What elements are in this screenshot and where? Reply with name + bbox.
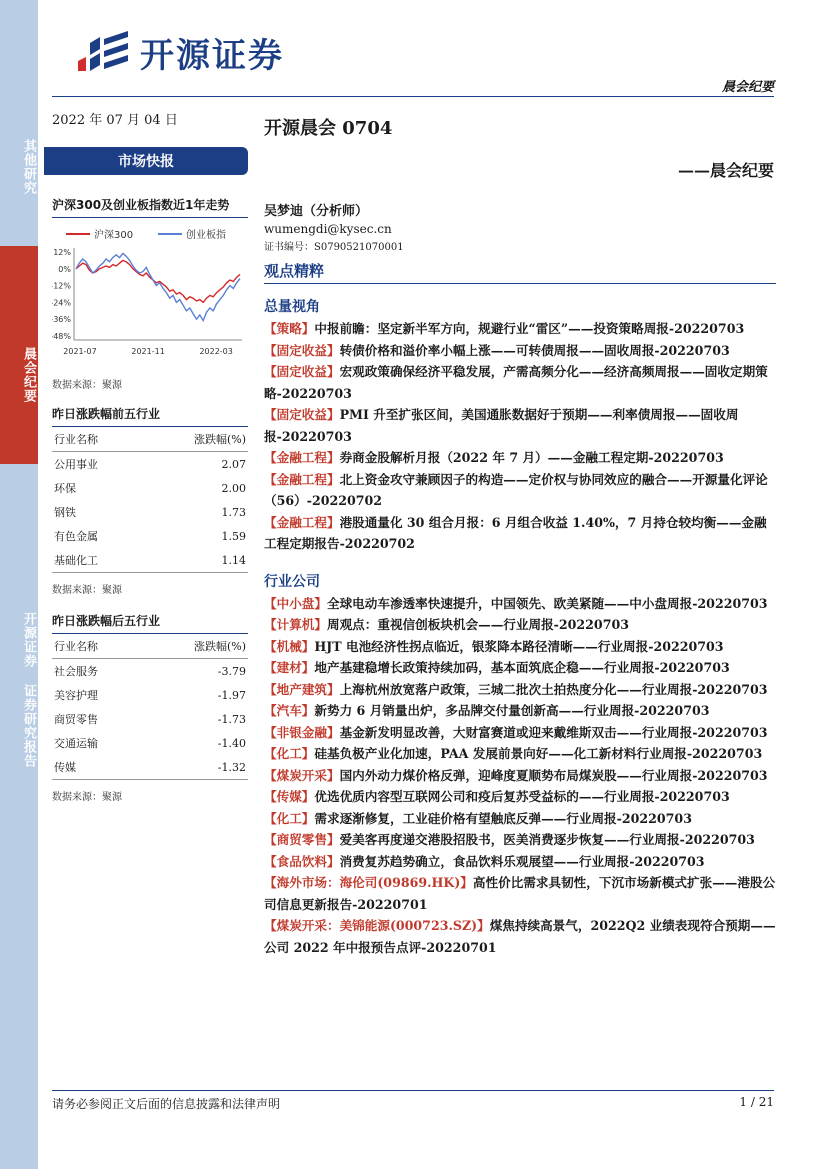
list-item[interactable] [264,340,776,362]
list-item[interactable] [264,512,776,555]
logo-mark-icon [76,31,130,73]
item-tag: 【金融工程】 [264,514,340,530]
y-tick-label: -36% [52,315,71,325]
top5-source: 数据来源：聚源 [52,585,122,596]
list-item[interactable] [264,786,776,808]
item-text: 周观点：重视信创板块机会——行业周报-20220703 [326,617,629,632]
item-text: 煤焦持续高景气，2022Q2 业绩表现符合预期——公司 2022 年中报预告点评-20220701 [264,918,776,955]
market-banner: 市场快报 [44,147,248,175]
change-value: -1.97 [217,688,246,702]
change-value: -3.79 [217,664,246,678]
footer-divider [52,1090,774,1091]
y-tick-label: -24% [52,298,71,308]
industry-name: 钢铁 [54,506,76,519]
section-macro-title: 总量视角 [264,299,320,315]
bottom5-section [52,612,248,803]
change-value: 1.59 [221,529,246,543]
item-text: 爱美客再度递交港股招股书，医美消费逐步恢复——行业周报-20220703 [339,832,755,847]
industry-name: 交通运输 [54,737,98,750]
item-tag: 【商贸零售】 [264,832,340,847]
sidebar-company-label: 开源证券 证券研究报告 [21,612,36,768]
table-row [52,659,248,684]
list-item[interactable] [264,469,776,512]
item-text: 港股通量化 30 组合月报：6 月组合收益 1.40%，7 月持仓较均衡——金融工程定期报告-20220702 [264,514,767,551]
col-industry: 行业名称 [52,427,142,452]
item-text: 硅基负极产业化加速，PAA 发展前景向好——化工新材料行业周报-20220703 [314,746,763,761]
bottom5-table [52,634,248,780]
index-chart-section [52,196,248,391]
item-text: 消费复苏趋势确立，食品饮料乐观展望——行业周报-20220703 [339,853,705,869]
top5-title: 昨日涨跌幅前五行业 [52,405,248,427]
industry-name: 传媒 [52,755,142,780]
section-industry-list [264,593,776,959]
section-macro-list [264,318,776,555]
company-logo [76,28,284,76]
x-tick-label: 2021-07 [63,347,97,356]
list-item[interactable] [264,829,776,851]
change-value: 2.00 [221,481,246,495]
table-row [52,452,248,477]
list-item[interactable] [264,700,776,722]
industry-name: 环保 [54,482,76,495]
bottom5-title: 昨日涨跌幅后五行业 [52,612,248,634]
item-tag: 【固定收益】 [264,342,340,358]
item-text: 优选优质内容型互联网公司和疫后复苏受益标的——行业周报-20220703 [314,789,730,804]
item-tag: 【固定收益】 [264,407,340,422]
main-content [264,260,776,958]
series-line [76,260,240,302]
table-row [52,476,248,500]
series-line [76,253,240,320]
table-row [52,683,248,707]
y-tick-label: -12% [52,281,71,291]
item-text: 宏观政策确保经济平稳发展，产需高频分化——经济高频周报——固收定期策略-20220703 [264,364,768,401]
section-industry-title: 行业公司 [264,573,320,590]
analyst-name: 吴梦迪（分析师） [264,204,369,219]
industry-name: 美容护理 [54,689,98,702]
item-text: PMI 升至扩张区间，美国通胀数据好于预期——利率债周报——固收周报-20220703 [264,407,739,444]
report-subtitle: ——晨会纪要 [677,161,774,180]
item-text: 中报前瞻：坚定新半军方向，规避行业“雷区”——投资策略周报-20220703 [314,321,745,336]
item-tag: 【建材】 [264,660,315,675]
list-item[interactable] [264,593,776,615]
item-text: 地产基建稳增长政策持续加码，基本面筑底企稳——行业周报-20220703 [314,660,730,675]
item-text: HJT 电池经济性拐点临近，银浆降本路径清晰——行业周报-20220703 [314,638,724,654]
sidebar-report-type: 晨会纪要 [21,347,36,403]
list-item[interactable] [264,614,776,636]
table-row [52,548,248,573]
item-tag: 【煤炭开采：美锦能源(000723.SZ)】 [264,918,490,933]
item-text: 高性价比需求具韧性，下沉市场新模式扩张——港股公司信息更新报告-20220701 [264,875,776,912]
item-text: 需求逐渐修复，工业硅价格有望触底反弹——行业周报-20220703 [314,810,692,826]
report-date: 2022 年 07 月 04 日 [52,113,178,128]
x-tick-label: 2022-03 [199,347,233,356]
header-divider [52,96,774,97]
change-value: -1.73 [217,712,246,726]
item-tag: 【机械】 [264,638,315,654]
change-value: 2.07 [221,457,246,471]
sidebar-category-label: 其他研究 [21,139,36,195]
col-change: 涨跌幅(%) [142,427,248,452]
table-row [52,500,248,524]
item-tag: 【汽车】 [264,703,315,718]
item-text: 国内外动力煤价格反弹，迎峰度夏顺势布局煤炭股——行业周报-20220703 [339,767,768,783]
table-row [52,524,248,548]
list-item[interactable] [264,447,776,469]
side-bar [0,0,38,1169]
list-item[interactable] [264,318,776,340]
list-item[interactable] [264,657,776,679]
change-value: -1.32 [142,755,248,780]
item-tag: 【金融工程】 [264,450,340,465]
item-tag: 【地产建筑】 [264,681,340,697]
list-item[interactable] [264,765,776,787]
list-item[interactable] [264,722,776,744]
list-item[interactable] [264,636,776,658]
top5-section [52,405,248,596]
analyst-cert: 证书编号：S0790521070001 [264,242,404,253]
industry-name: 公用事业 [54,458,98,471]
list-item[interactable] [264,361,776,404]
item-text: 上海杭州放宽落户政策，三城二批次土拍热度分化——行业周报-20220703 [339,681,768,697]
change-value: 1.73 [221,505,246,519]
item-text: 新势力 6 月销量出炉，多品牌交付量创新高——行业周报-20220703 [314,703,710,718]
bottom5-source: 数据来源：聚源 [52,792,122,803]
col-change: 涨跌幅(%) [142,634,248,659]
y-tick-label: 12% [53,248,71,257]
chart-title: 沪深300及创业板指数近1年走势 [52,196,248,218]
item-tag: 【化工】 [264,746,315,761]
item-tag: 【非银金融】 [264,724,340,740]
list-item[interactable] [264,915,776,958]
page-number: 1 / 21 [739,1095,774,1109]
report-title: 开源晨会 0704 [264,118,393,139]
x-tick-label: 2021-11 [131,347,165,356]
item-tag: 【策略】 [264,321,315,336]
item-tag: 【计算机】 [264,617,327,632]
footer-disclaimer: 请务必参阅正文后面的信息披露和法律声明 [52,1097,281,1111]
legend-label: 创业板指 [186,230,226,241]
item-tag: 【煤炭开采】 [264,767,340,783]
item-tag: 【化工】 [264,810,315,826]
list-item[interactable] [264,872,776,915]
item-text: 基金新发明显改善，大财富赛道或迎来戴维斯双击——行业周报-20220703 [339,724,768,740]
col-industry: 行业名称 [52,634,142,659]
list-item[interactable] [264,851,776,873]
index-chart [52,224,248,364]
item-tag: 【固定收益】 [264,364,340,379]
chart-source: 数据来源：聚源 [52,380,122,391]
item-text: 全球电动车渗透率快速提升，中国领先、欧美紧随——中小盘周报-20220703 [326,595,768,611]
list-item[interactable] [264,808,776,830]
item-text: 券商金股解析月报（2022 年 7 月）——金融工程定期-20220703 [339,450,724,465]
list-item[interactable] [264,743,776,765]
legend-label: 沪深300 [94,230,134,241]
industry-name: 基础化工 [52,548,142,573]
item-text: 北上资金攻守兼顾因子的构造——定价权与协同效应的融合——开源量化评论（56）-20220702 [264,471,768,508]
list-item[interactable] [264,404,776,447]
analyst-email[interactable]: wumengdi@kysec.cn [264,222,392,236]
list-item[interactable] [264,679,776,701]
item-tag: 【金融工程】 [264,471,340,487]
top5-table [52,427,248,573]
highlights-heading: 观点精粹 [264,260,776,284]
change-value: 1.14 [142,548,248,573]
item-tag: 【海外市场：海伦司(09869.HK)】 [264,875,473,890]
y-tick-label: 0% [58,264,71,274]
item-tag: 【传媒】 [264,789,315,804]
industry-name: 有色金属 [54,530,98,543]
industry-name: 商贸零售 [54,713,98,726]
header-doc-type: 晨会纪要 [721,80,774,95]
table-row [52,731,248,755]
item-tag: 【食品饮料】 [264,853,340,869]
industry-name: 社会服务 [54,665,98,678]
change-value: -1.40 [217,736,246,750]
y-tick-label: -48% [52,332,71,341]
item-text: 转债价格和溢价率小幅上涨——可转债周报——固收周报-20220703 [339,342,730,358]
company-name: 开源证券 [140,35,284,76]
table-row [52,755,248,780]
table-row [52,707,248,731]
item-tag: 【中小盘】 [264,595,327,611]
